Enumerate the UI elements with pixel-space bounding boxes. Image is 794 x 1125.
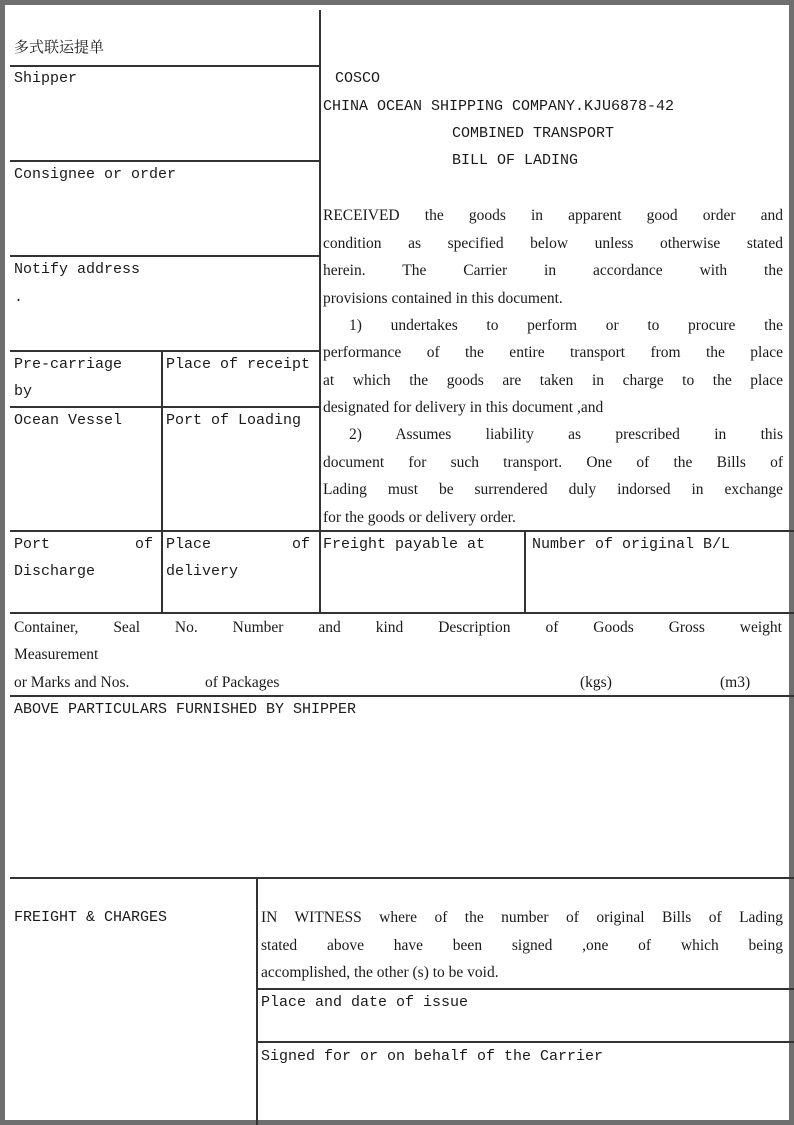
goods-header-marks: or Marks and Nos. — [14, 674, 130, 691]
terms-line: 2) Assumes liability as prescribed in this — [349, 426, 783, 443]
goods-header-word: of — [545, 619, 559, 636]
port-of-loading-label: Port of Loading — [166, 412, 302, 429]
consignee-label: Consignee or order — [14, 166, 177, 183]
pre-carriage-label: Pre-carriage — [14, 356, 123, 373]
goods-header-row — [14, 614, 782, 641]
place-of-delivery-label — [166, 531, 310, 558]
terms-line: performance of the entire transport from the place — [323, 344, 783, 361]
notify-address-label: Notify address — [14, 261, 141, 278]
document-title: COMBINED TRANSPORT — [452, 125, 615, 142]
furnished-by-shipper-label: ABOVE PARTICULARS FURNISHED BY SHIPPER — [14, 701, 357, 718]
place-of-delivery-label-cont: delivery — [166, 563, 239, 580]
place-of-delivery-of: of — [291, 536, 310, 553]
header-chinese-title: 多式联运提单 — [14, 40, 105, 56]
goods-header-word: Container, — [14, 619, 79, 636]
witness-line: stated above have been signed ,one of which being — [261, 937, 783, 954]
signed-for-carrier-label: Signed for or on behalf of the Carrier — [261, 1048, 604, 1065]
goods-header-word: weight — [739, 619, 782, 636]
terms-line: for the goods or delivery order. — [323, 509, 516, 526]
terms-line: Lading must be surrendered duly indorsed in exchange — [323, 481, 783, 498]
rule — [524, 530, 526, 613]
goods-header-packages: of Packages — [205, 674, 280, 691]
port-of-discharge-label — [14, 531, 153, 558]
terms-line: condition as specified below unless otherwise stated — [323, 235, 783, 252]
place-of-delivery-word: Place — [166, 536, 212, 553]
carrier-full-name: CHINA OCEAN SHIPPING COMPANY.KJU6878-42 — [323, 98, 675, 115]
goods-header-word: Description — [438, 619, 511, 636]
port-of-discharge-label-cont: Discharge — [14, 563, 96, 580]
goods-header-word: kind — [375, 619, 404, 636]
pre-carriage-label-cont: by — [14, 383, 33, 400]
shipper-label: Shipper — [14, 70, 78, 87]
rule — [256, 877, 258, 1125]
place-date-issue-label: Place and date of issue — [261, 994, 469, 1011]
rule — [10, 877, 794, 879]
freight-payable-label: Freight payable at — [323, 536, 486, 553]
terms-line: RECEIVED the goods in apparent good order and — [323, 207, 783, 224]
goods-header-word: No. — [174, 619, 198, 636]
goods-header-kgs: (kgs) — [580, 674, 612, 691]
goods-header-word: Number — [232, 619, 284, 636]
goods-header-word: and — [318, 619, 341, 636]
freight-charges-label: FREIGHT & CHARGES — [14, 909, 168, 926]
terms-line: provisions contained in this document. — [323, 290, 563, 307]
goods-header-word: Goods — [593, 619, 634, 636]
terms-line: at which the goods are taken in charge to the place — [323, 372, 783, 389]
notify-address-dot: . — [14, 289, 24, 306]
rule — [319, 10, 321, 613]
goods-header-word: Gross — [668, 619, 705, 636]
ocean-vessel-label: Ocean Vessel — [14, 412, 123, 429]
document-subtitle: BILL OF LADING — [452, 152, 579, 169]
terms-line: document for such transport. One of the Bills of — [323, 454, 783, 471]
carrier-short-name: COSCO — [335, 70, 381, 87]
rule — [161, 350, 163, 613]
goods-header-word: Seal — [113, 619, 140, 636]
port-of-discharge-of: of — [134, 536, 153, 553]
witness-line: accomplished, the other (s) to be void. — [261, 964, 499, 981]
terms-line: designated for delivery in this document ,and — [323, 399, 604, 416]
original-bl-count-label: Number of original B/L — [532, 536, 731, 553]
witness-line: IN WITNESS where of the number of original Bills of Lading — [261, 909, 783, 926]
place-of-receipt-label: Place of receipt — [166, 356, 311, 373]
port-of-discharge-word: Port — [14, 536, 51, 553]
terms-line: 1) undertakes to perform or to procure the — [349, 317, 783, 334]
terms-line: herein. The Carrier in accordance with the — [323, 262, 783, 279]
goods-header-m3: (m3) — [720, 674, 751, 691]
goods-header-measurement: Measurement — [14, 646, 99, 663]
